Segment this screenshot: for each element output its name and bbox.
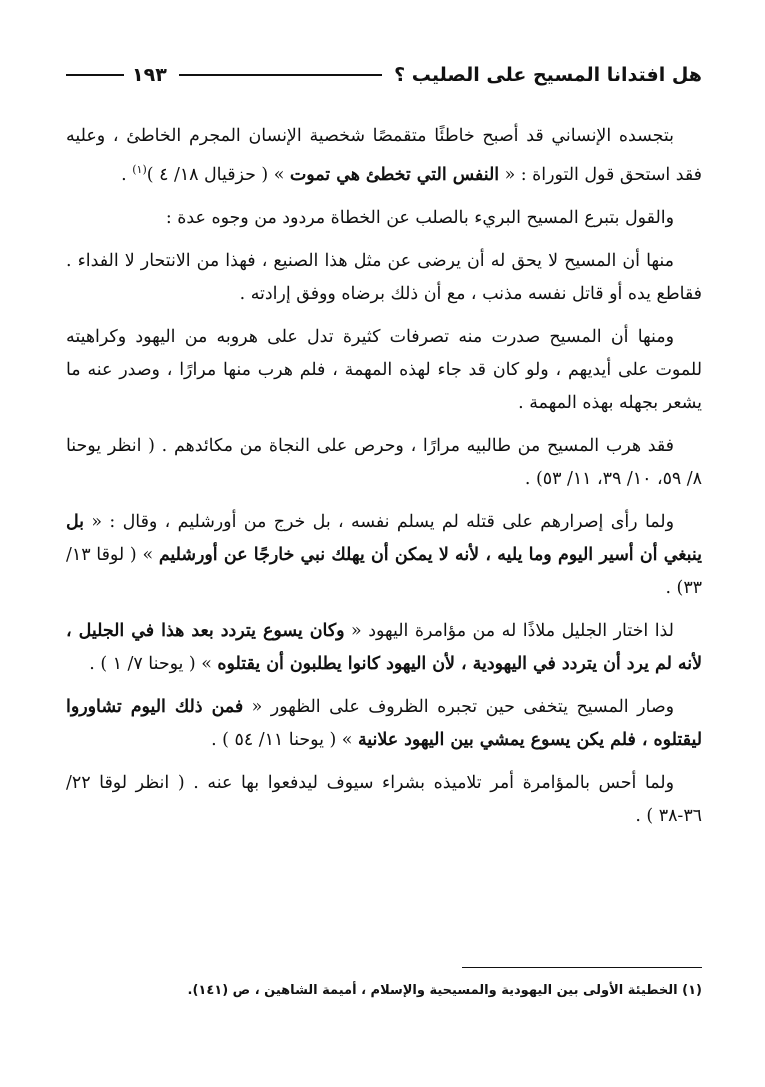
footnote-marker: (١) bbox=[132, 163, 147, 176]
footnote-divider bbox=[462, 967, 702, 968]
page-header bbox=[66, 58, 702, 92]
paragraph: ولما رأى إصرارهم على قتله لم يسلم نفسه ، بل خرج من أورشليم ، وقال : « بل ينبغي أن أسير اليوم وما يليه ، لأنه لا يمكن أن يهلك نبي خارجًا عن أورشليم » ( لوقا ١٣/ ٣٣) . bbox=[66, 511, 702, 598]
header-rule-short bbox=[66, 74, 124, 76]
paragraph: ولما أحس بالمؤامرة أمر تلاميذه بشراء سيوف ليدفعوا بها عنه . ( انظر لوقا ٢٢/ ٣٦-٣٨ ) . bbox=[66, 772, 702, 826]
paragraph: منها أن المسيح لا يحق له أن يرضى عن مثل هذا الصنيع ، فهذا من الانتحار لا الفداء . فقاطع يده أو قاتل نفسه مذنب ، مع أن ذلك برضاه ووفق إرادته . bbox=[66, 250, 702, 304]
page-number: ١٩٣ bbox=[132, 64, 167, 86]
paragraph: ومنها أن المسيح صدرت منه تصرفات كثيرة تدل على هروبه من اليهود وكراهيته للموت على أيديهم ، ولو كان قد جاء لهذه المهمة ، فلم هرب منها مرارًا ، وصدر عنه ما يشعر بجهله بهذه المهمة . bbox=[66, 326, 702, 413]
page-body bbox=[66, 120, 702, 843]
paragraph: وصار المسيح يتخفى حين تجبره الظروف على الظهور « فمن ذلك اليوم تشاوروا ليقتلوه ، فلم يكن يسوع يمشي بين اليهود علانية » ( يوحنا ١١/ ٥٤ ) . bbox=[66, 696, 702, 750]
paragraph: بتجسده الإنساني قد أصبح خاطئًا متقمصًا شخصية الإنسان المجرم الخاطئ ، وعليه فقد استحق قول التوراة : « النفس التي تخطئ هي تموت » ( حزقيال ١٨/ ٤ )$^{(١)}$ . bbox=[66, 126, 702, 185]
paragraph: والقول بتبرع المسيح البريء بالصلب عن الخطاة مردود من وجوه عدة : bbox=[165, 207, 674, 228]
running-title: هل افتدانا المسيح على الصليب ؟ bbox=[394, 64, 702, 86]
header-rule bbox=[179, 74, 382, 76]
paragraph: فقد هرب المسيح من طالبيه مرارًا ، وحرص على النجاة من مكائدهم . ( انظر يوحنا ٨/ ٥٩، ١٠/ ٣٩، ١١/ ٥٣) . bbox=[66, 435, 702, 489]
paragraph: لذا اختار الجليل ملاذًا له من مؤامرة اليهود « وكان يسوع يتردد بعد هذا في الجليل ، لأنه لم يرد أن يتردد في اليهودية ، لأن اليهود كانوا يطلبون أن يقتلوه » ( يوحنا ٧/ ١ ) . bbox=[66, 620, 702, 674]
footnote: (١) الخطيئة الأولى بين اليهودية والمسيحية والإسلام ، أميمة الشاهين ، ص (١٤١). bbox=[187, 983, 702, 998]
